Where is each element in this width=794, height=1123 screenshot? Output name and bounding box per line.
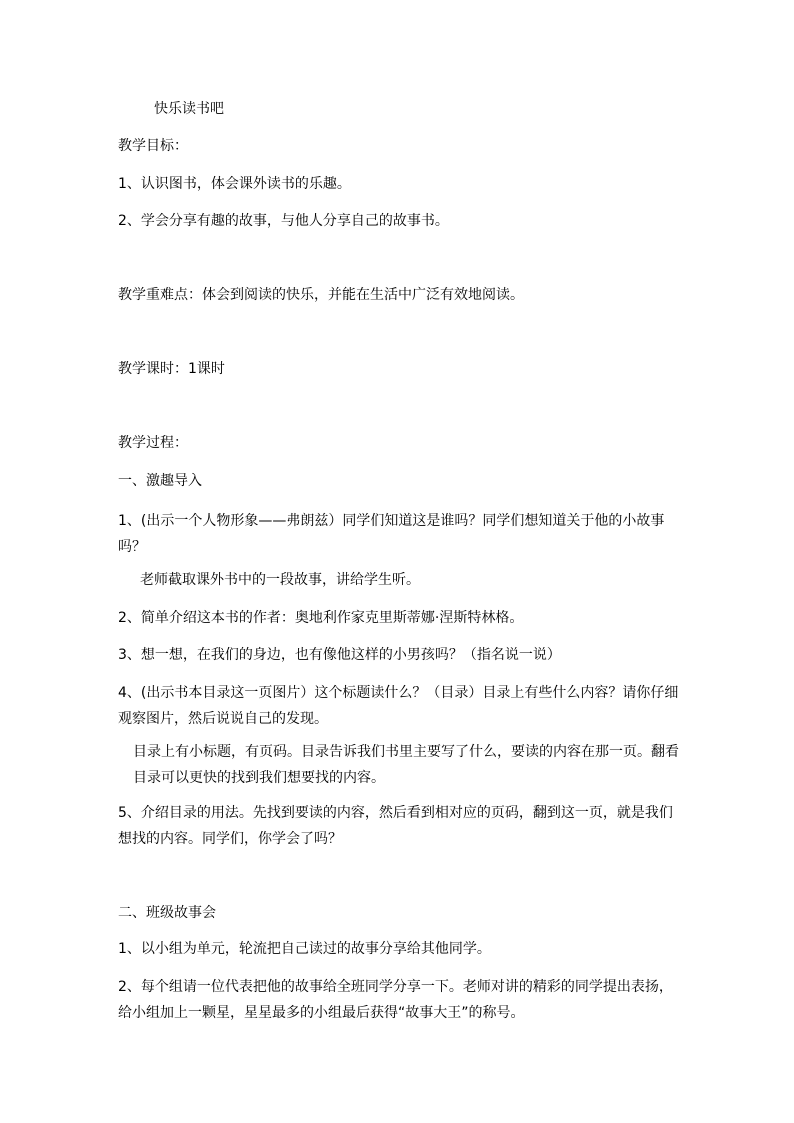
objectives-heading: 教学目标： bbox=[118, 138, 188, 154]
section-1-step-1-note: 老师截取课外书中的一段故事，讲给学生听。 bbox=[140, 572, 420, 588]
objective-1: 1、认识图书，体会课外读书的乐趣。 bbox=[118, 176, 351, 192]
section-1-step-2: 2、简单介绍这本书的作者：奥地利作家克里斯蒂娜·涅斯特林格。 bbox=[118, 610, 524, 626]
section-1-step-5: 5、介绍目录的用法。先找到要读的内容，然后看到相对应的页码，翻到这一页，就是我们想找的内容。同学们，你学会了吗？ bbox=[118, 805, 673, 847]
class-hours: 教学课时：1课时 bbox=[118, 361, 225, 377]
section-1-step-1: 1、(出示一个人物形象——弗朗兹）同学们知道这是谁吗？同学们想知道关于他的小故事吗？ bbox=[118, 513, 665, 555]
key-points: 教学重难点：体会到阅读的快乐，并能在生活中广泛有效地阅读。 bbox=[118, 287, 524, 303]
section-2-heading: 二、班级故事会 bbox=[118, 905, 216, 921]
process-heading: 教学过程： bbox=[118, 435, 188, 451]
section-1-step-4: 4、(出示书本目录这一页图片）这个标题读什么？（目录）目录上有些什么内容？请你仔细观察图片，然后说说自己的发现。 bbox=[118, 685, 679, 727]
objective-2: 2、学会分享有趣的故事，与他人分享自己的故事书。 bbox=[118, 213, 449, 229]
section-2-step-1: 1、以小组为单元，轮流把自己读过的故事分享给其他同学。 bbox=[118, 941, 491, 957]
section-1-step-3: 3、想一想，在我们的身边，也有像他这样的小男孩吗？（指名说一说） bbox=[118, 647, 561, 663]
section-1-heading: 一、激趣导入 bbox=[118, 473, 202, 489]
document-title: 快乐读书吧 bbox=[154, 101, 224, 117]
section-1-step-4-note: 目录上有小标题，有页码。目录告诉我们书里主要写了什么，要读的内容在那一页。翻看目录可以更快的找到我们想要找的内容。 bbox=[133, 744, 679, 786]
section-2-step-2: 2、每个组请一位代表把他的故事给全班同学分享一下。老师对讲的精彩的同学提出表扬，给小组加上一颗星，星星最多的小组最后获得“故事大王”的称号。 bbox=[118, 979, 673, 1021]
